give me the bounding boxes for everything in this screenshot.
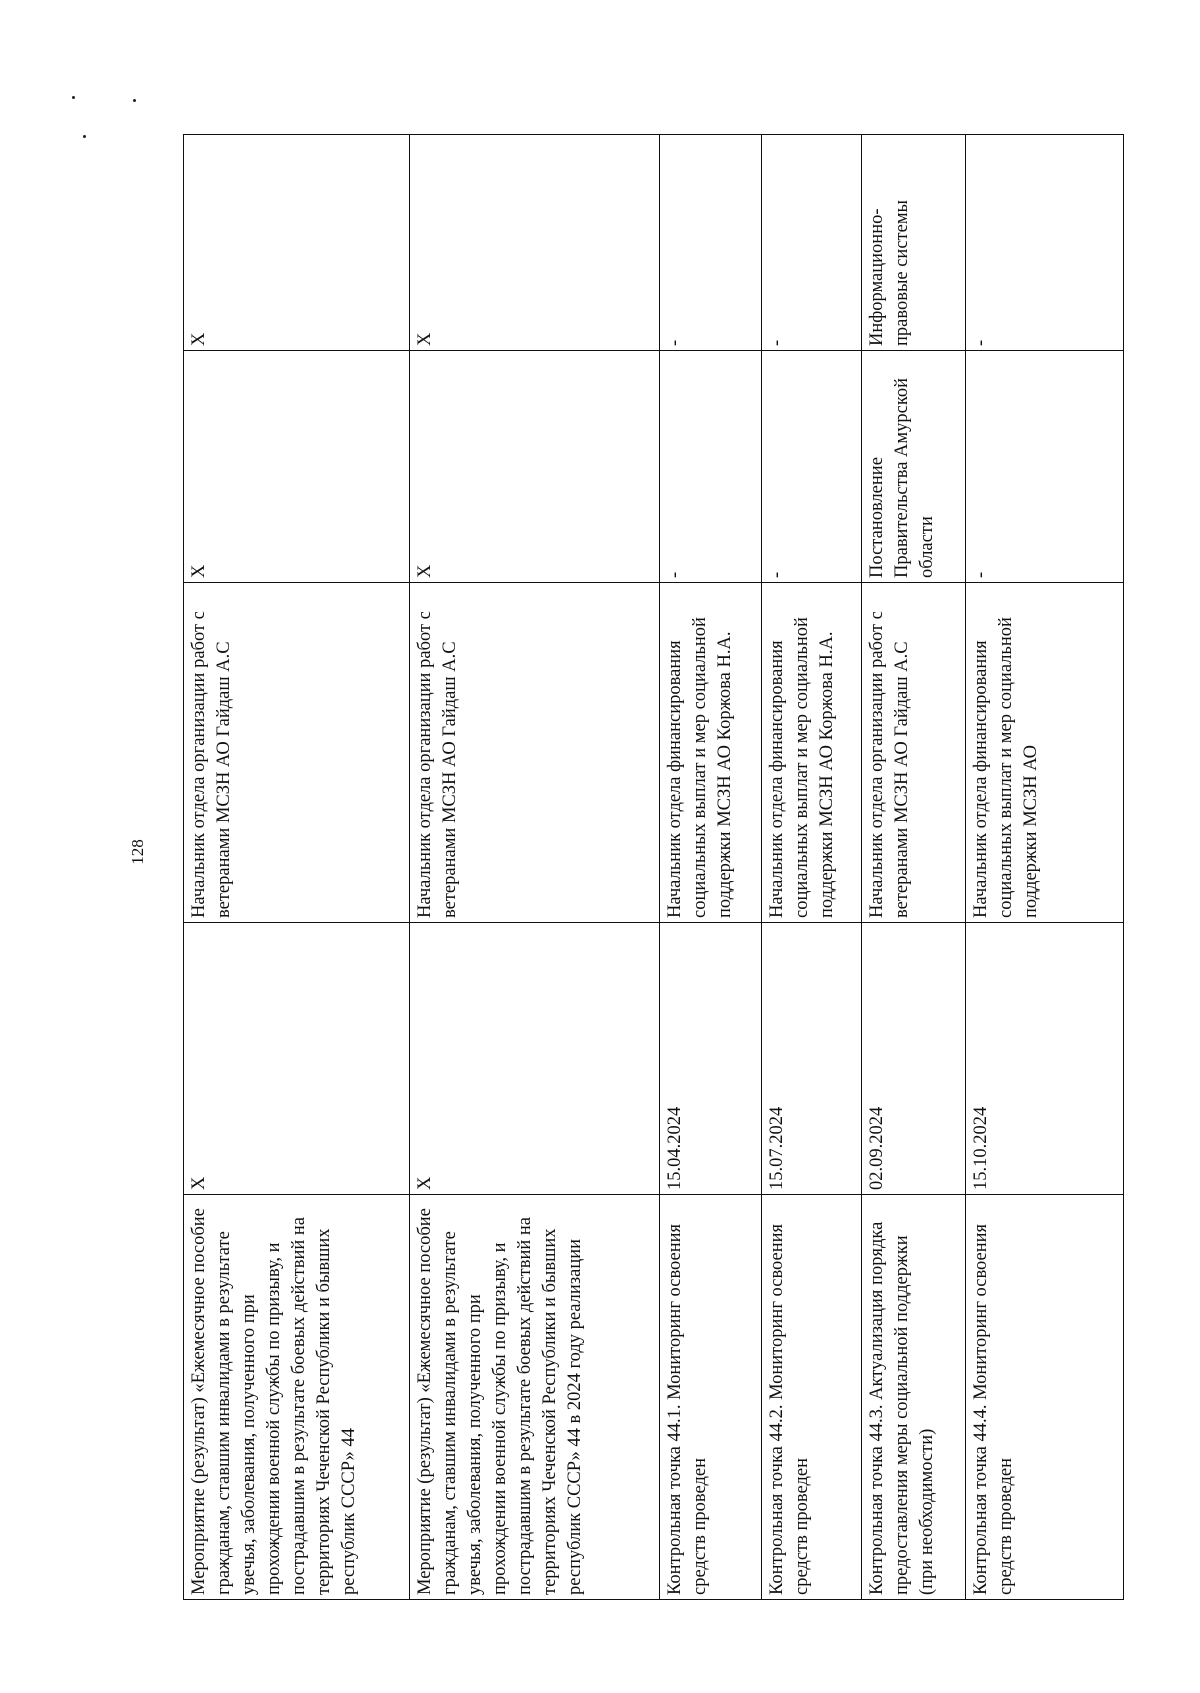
document-cell: Постановление Правительства Амурской области	[862, 351, 966, 583]
scan-speck	[83, 135, 86, 138]
document-cell: X	[410, 351, 660, 583]
page-number: 128	[128, 839, 147, 865]
table-row	[862, 135, 966, 1600]
info-system-cell: -	[762, 135, 862, 351]
table-row	[966, 135, 1124, 1600]
table-row	[762, 135, 862, 1600]
info-system-cell: X	[184, 135, 410, 351]
scan-speck	[133, 99, 136, 102]
rotated-table-container	[183, 135, 1123, 1600]
event-name-cell: Мероприятие (результат) «Ежемесячное пособие гражданам, ставшим инвалидами в результате увечья, заболевания, полученного при прохождении военной службы по призыву, и пострадавшим в результате боевых действий на территориях Чеченской Республики и бывших республик СССР» 44	[184, 1195, 410, 1600]
responsible-cell: Начальник отдела финансирования социальных выплат и мер социальной поддержки МСЗН АО Коржова Н.А.	[762, 583, 862, 923]
date-cell: 02.09.2024	[862, 923, 966, 1195]
responsible-cell: Начальник отдела организации работ с ветеранами МСЗН АО Гайдаш А.С	[184, 583, 410, 923]
date-cell: 15.07.2024	[762, 923, 862, 1195]
responsible-cell: Начальник отдела организации работ с ветеранами МСЗН АО Гайдаш А.С	[862, 583, 966, 923]
document-cell: -	[762, 351, 862, 583]
event-name-cell: Контрольная точка 44.2. Мониторинг освоения средств проведен	[762, 1195, 862, 1600]
document-cell: -	[966, 351, 1124, 583]
document-cell: -	[660, 351, 762, 583]
data-table	[183, 134, 1124, 1600]
date-cell: 15.04.2024	[660, 923, 762, 1195]
responsible-cell: Начальник отдела финансирования социальных выплат и мер социальной поддержки МСЗН АО Коржова Н.А.	[660, 583, 762, 923]
responsible-cell: Начальник отдела организации работ с ветеранами МСЗН АО Гайдаш А.С	[410, 583, 660, 923]
event-name-cell: Контрольная точка 44.4. Мониторинг освоения средств проведен	[966, 1195, 1124, 1600]
table-row	[660, 135, 762, 1600]
table-row	[184, 135, 410, 1600]
date-cell: X	[184, 923, 410, 1195]
responsible-cell: Начальник отдела финансирования социальных выплат и мер социальной поддержки МСЗН АО	[966, 583, 1124, 923]
document-cell: X	[184, 351, 410, 583]
info-system-cell: -	[966, 135, 1124, 351]
info-system-cell: Информационно-правовые системы	[862, 135, 966, 351]
date-cell: 15.10.2024	[966, 923, 1124, 1195]
info-system-cell: -	[660, 135, 762, 351]
info-system-cell: X	[410, 135, 660, 351]
event-name-cell: Контрольная точка 44.1. Мониторинг освоения средств проведен	[660, 1195, 762, 1600]
date-cell: X	[410, 923, 660, 1195]
event-name-cell: Мероприятие (результат) «Ежемесячное пособие гражданам, ставшим инвалидами в результате увечья, заболевания, полученного при прохождении военной службы по призыву, и пострадавшим в результате боевых действий на территориях Чеченской Республики и бывших республик СССР» 44 в 2024 году реализации	[410, 1195, 660, 1600]
table-row	[410, 135, 660, 1600]
event-name-cell: Контрольная точка 44.3. Актуализация порядка предоставления меры социальной поддержки (при необходимости)	[862, 1195, 966, 1600]
scan-speck	[72, 96, 75, 99]
